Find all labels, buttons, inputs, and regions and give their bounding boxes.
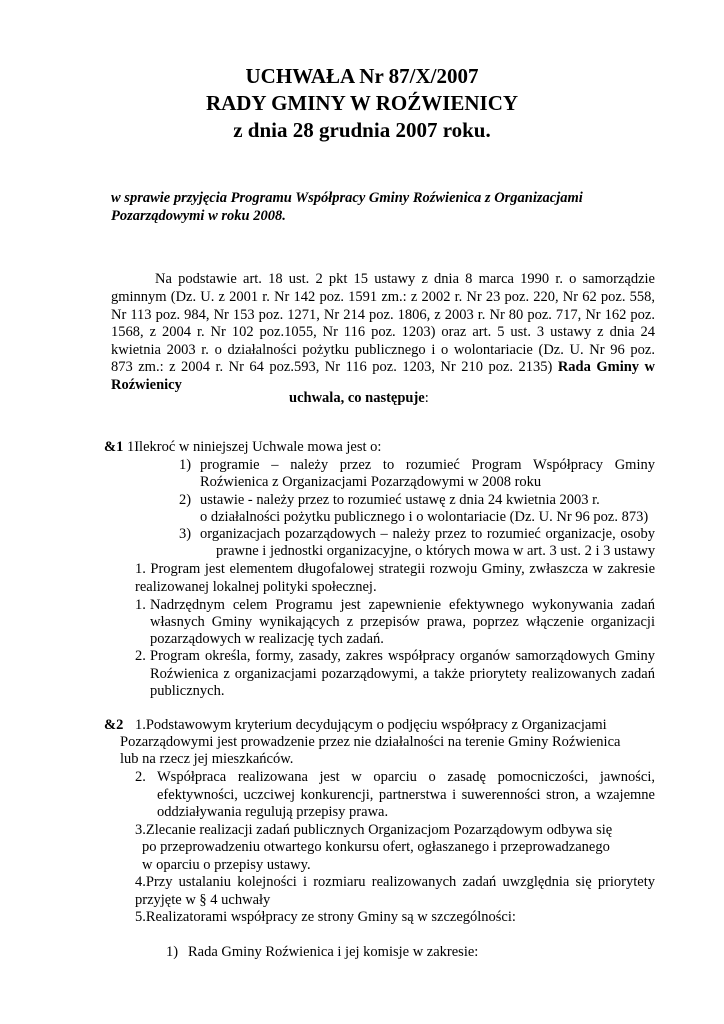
preamble-line: gminnym (Dz. U. z 2001 r. Nr 142 poz. 1591 zm.: z 2002 r. Nr 23 poz. 220, Nr 62 poz. 558, [111,289,655,305]
council-bold: Roźwienicy [111,377,182,393]
paragraph-line: lub na rzecz jej mieszkańców. [120,751,294,767]
definition-number: 2) [179,492,192,508]
preamble-line: kwietnia 2003 r. o działalności pożytku publicznego i o wolontariacie (Dz. U. Nr 96 poz. [111,342,655,358]
paragraph-line: 3.Zlecanie realizacji zadań publicznych Organizacjom Pozarządowym odbywa się [135,822,613,838]
resolves-line [289,389,429,407]
definition-text: organizacjach pozarządowych – należy przez to rozumieć organizacje, osoby [200,526,655,542]
paragraph-line: 1. Program jest elementem długofalowej strategii rozwoju Gminy, zwłaszcza w zakresie [135,561,655,577]
section-marker: &2 [104,717,124,733]
definition-number: 3) [179,526,192,542]
council-name: RADY GMINY W ROŹWIENICY [205,91,519,115]
subject-line-2: Pozarządowymi w roku 2008. [111,208,286,224]
resolution-date: z dnia 28 grudnia 2007 roku. [233,118,491,142]
definition-text: Roźwienica z Organizacjami Pozarządowymi w 2008 roku [200,474,542,490]
preamble-line: 1568, z 2004 r. Nr 102 poz.1055, Nr 116 poz. 1203) oraz art. 5 ust. 3 ustawy z dnia 24 [111,324,655,340]
paragraph-number: 2. [135,648,146,664]
paragraph-line: publicznych. [150,683,225,699]
section-intro: 1Ilekroć w niniejszej Uchwale mowa jest o: [126,439,382,455]
paragraph-line: realizowanej lokalnej polityki społecznej. [135,579,377,595]
resolution-title: UCHWAŁA Nr 87/X/2007 [245,64,479,88]
section-2-heading [104,716,607,734]
section-1-heading [104,438,381,456]
subject-line-1: w sprawie przyjęcia Programu Współpracy Gminy Roźwienica z Organizacjami [111,190,583,206]
council-bold: Rada Gminy w [557,359,655,375]
paragraph-number: 2. [135,769,146,785]
paragraph-line: Roźwienica z organizacjami pozarządowymi, a także priorytety realizowanych zadań [150,666,655,682]
paragraph-line: Nadrzędnym celem Programu jest zapewnienie efektywnego wykonywania zadań [150,597,655,613]
definition-text: prawne i jednostki organizacyjne, o których mowa w art. 3 ust. 2 i 3 ustawy [216,543,656,559]
paragraph-line: efektywności, uczciwej konkurencji, partnerstwa i suwerenności stron, a wzajemne [157,787,655,803]
resolves-bold: uchwala, co następuje [289,390,425,406]
list-item-text: Rada Gminy Roźwienica i jej komisje w zakresie: [188,944,479,960]
resolves-colon: : [424,390,429,406]
paragraph-line: Pozarządowymi jest prowadzenie przez nie działalności na terenie Gminy Roźwienica [120,734,621,750]
preamble-line: Nr 113 poz. 984, Nr 153 poz. 1271, Nr 214 poz. 1806, z 2003 r. Nr 80 poz. 717, Nr 162 poz. [111,307,655,323]
preamble-line [111,358,655,376]
paragraph-line: pozarządowych w realizację tych zadań. [150,631,384,647]
section-marker: &1 [104,439,124,455]
paragraph-line: Program określa, formy, zasady, zakres współpracy organów samorządowych Gminy [150,648,655,664]
paragraph-line: Współpraca realizowana jest w oparciu o zasadę pomocniczości, jawności, [157,769,655,785]
definition-text: o działalności pożytku publicznego i o wolontariacie (Dz. U. Nr 96 poz. 873) [200,509,649,525]
preamble-line: Na podstawie art. 18 ust. 2 pkt 15 ustawy z dnia 8 marca 1990 r. o samorządzie [155,271,655,287]
list-item-number: 1) [166,944,179,960]
paragraph-line: własnych Gminy wynikających z przepisów prawa, poprzez włączenie organizacji [150,614,655,630]
definition-text: programie – należy przez to rozumieć Program Współpracy Gminy [200,457,655,473]
preamble-text: 873 zm.: z 2004 r. Nr 64 poz.593, Nr 116 poz. 1203, Nr 210 poz. 2135) [111,359,553,375]
paragraph-line: po przeprowadzeniu otwartego konkursu ofert, ogłaszanego i przeprowadzanego [142,839,610,855]
paragraph-line: oddziaływania regulują przepisy prawa. [157,804,389,820]
paragraph-line: 5.Realizatorami współpracy ze strony Gminy są w szczególności: [135,909,516,925]
paragraph-number: 1. [135,597,146,613]
definition-number: 1) [179,457,192,473]
paragraph-line: przyjęte w § 4 uchwały [135,892,271,908]
paragraph-line: 4.Przy ustalaniu kolejności i rozmiaru realizowanych zadań uwzględnia się priorytety [135,874,655,890]
paragraph-line: 1.Podstawowym kryterium decydującym o podjęciu współpracy z Organizacjami [134,717,607,733]
definition-text: ustawie - należy przez to rozumieć ustawę z dnia 24 kwietnia 2003 r. [200,492,600,508]
paragraph-line: w oparciu o przepisy ustawy. [142,857,311,873]
